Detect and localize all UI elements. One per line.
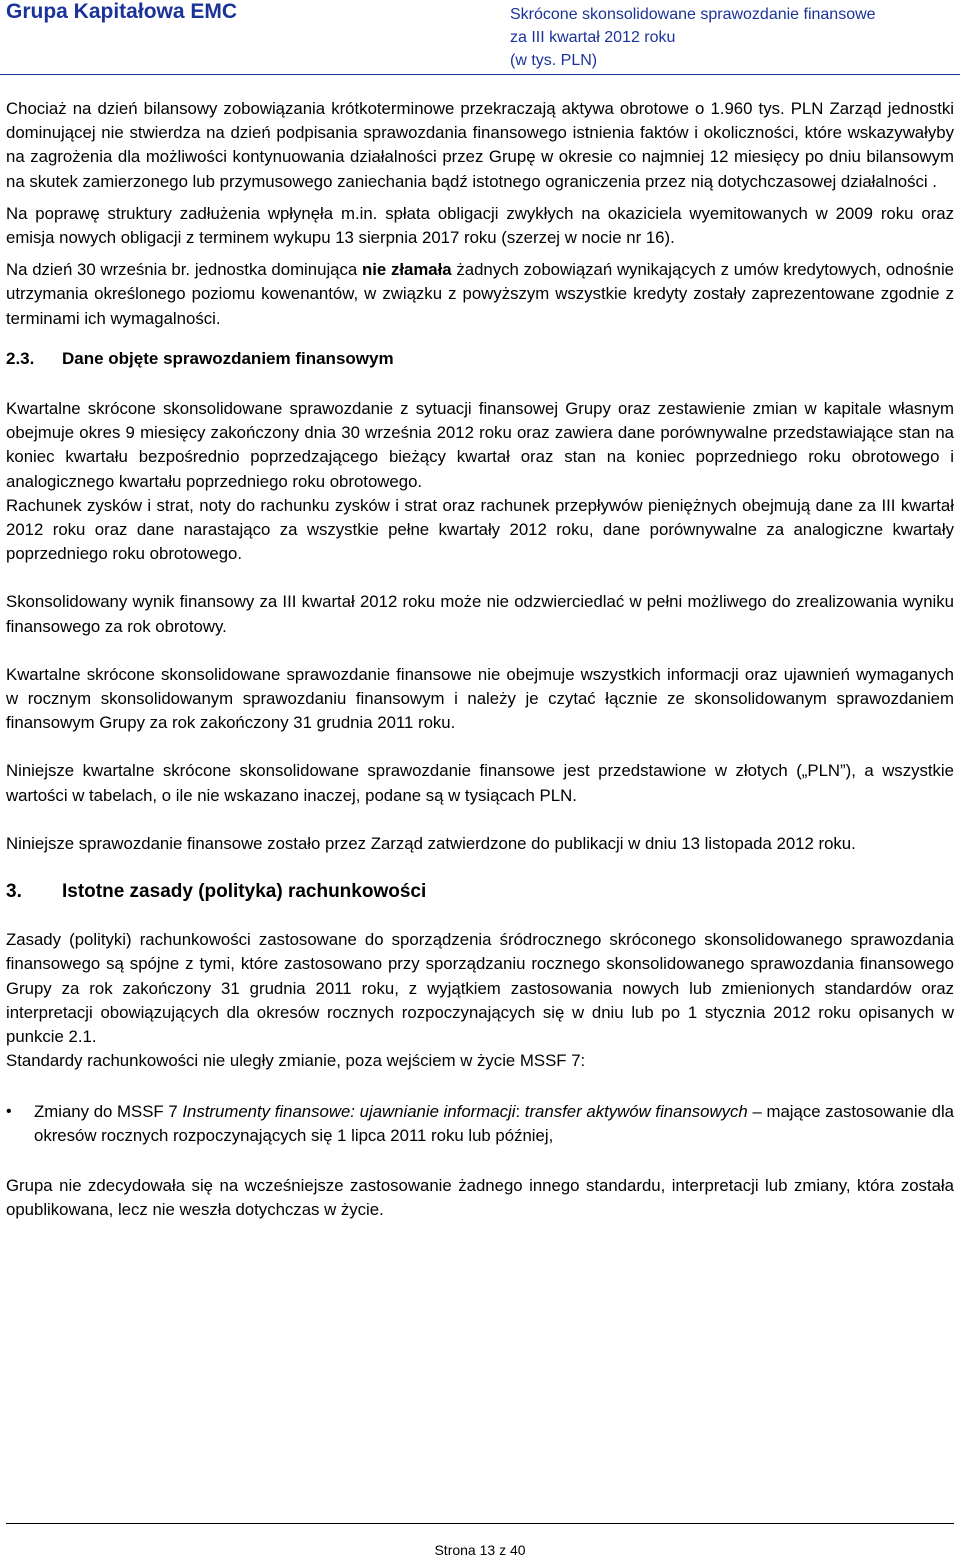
covenants-bold: nie złamała xyxy=(361,260,452,280)
paragraph-covenants xyxy=(6,258,954,331)
section-number: 3. xyxy=(6,881,22,903)
paragraph-currency: Niniejsze kwartalne skrócone skonsolidowane sprawozdanie finansowe jest przedstawione w złotych („PLN”), a wszystkie wartości w tabelach, o ile nie wskazano inaczej, podane są w tysiącach PLN. xyxy=(6,761,954,805)
bullet-italic-2: transfer aktywów finansowych xyxy=(524,1101,748,1121)
bullet-text-c: – mające zastosowanie dla okresów rocznych rozpoczynających się 1 lipca 2011 roku lub później, xyxy=(34,1101,955,1145)
page-header xyxy=(0,0,960,76)
report-period: za III kwartał 2012 roku xyxy=(510,29,676,46)
page-number: Strona 13 z 40 xyxy=(434,1542,526,1558)
paragraph-income-statement: Rachunek zysków i strat, noty do rachunku zysków i strat oraz rachunek przepływów pieniężnych obejmują dane za III kwartał 2012 roku oraz dane narastająco za wszystkie pełne kwartały 2012 roku, dane porównywalne za analogiczne kwartały poprzedniego roku obrotowego. xyxy=(6,495,954,564)
document-body xyxy=(6,97,954,1222)
paragraph-standards: Standardy rachunkowości nie uległy zmianie, poza wejściem w życie MSSF 7: xyxy=(6,1051,586,1071)
report-unit: (w tys. PLN) xyxy=(510,52,598,69)
paragraph-scope: Kwartalne skrócone skonsolidowane sprawozdanie z sytuacji finansowej Grupy oraz zestawienie zmian w kapitale własnym obejmuje okres 9 miesięcy zakończony dnia 30 września 2012 roku oraz zawiera dane porównywalne przedstawiające stan na koniec kwartału bezpośrednio poprzedzającego bieżący kwartał oraz stan na koniec poprzedniego roku obrotowego i analogicznego kwartału poprzedniego roku obrotowego. xyxy=(6,399,954,491)
section-title: Dane objęte sprawozdaniem finansowym xyxy=(62,348,394,368)
bullet-text-a: Zmiany do MSSF 7 xyxy=(34,1101,183,1121)
section-number: 2.3. xyxy=(6,348,35,368)
paragraph-early-adoption: Grupa nie zdecydowała się na wcześniejsze zastosowanie żadnego innego standardu, interpretacji lub zmiany, która została opublikowana, lecz nie weszła dotychczas w życie. xyxy=(6,1175,954,1220)
paragraph-result: Skonsolidowany wynik finansowy za III kwartał 2012 roku może nie odzwierciedlać w pełni możliwego do zrealizowania wyniku finansowego za rok obrotowy. xyxy=(6,592,954,636)
paragraph-disclosures: Kwartalne skrócone skonsolidowane sprawozdanie finansowe nie obejmuje wszystkich informacji oraz ujawnień wymaganych w rocznym skonsolidowanym sprawozdaniu finansowym i należy je czytać łącznie ze skonsolidowanym sprawozdaniem finansowym Grupy za rok zakończony 31 grudnia 2011 roku. xyxy=(6,664,954,733)
paragraph-policies: Zasady (polityki) rachunkowości zastosowane do sporządzenia śródrocznego skróconego skonsolidowanego sprawozdania finansowego są spójne z tymi, które zastosowano przy sporządzaniu rocznego skonsolidowanego sprawozdania finansowego Grupy za rok zakończony 31 grudnia 2011 roku, z wyjątkiem zastosowania nowych lub zmienionych standardów oraz interpretacji obowiązujących dla okresów rocznych rozpoczynających się w dniu lub po 1 stycznia 2012 roku opisanych w punkcie 2.1. xyxy=(6,930,954,1047)
report-info xyxy=(510,3,876,72)
section-heading-2-3 xyxy=(6,347,954,371)
company-name: Grupa Kapitałowa EMC xyxy=(6,0,238,23)
section-title: Istotne zasady (polityka) rachunkowości xyxy=(62,881,427,903)
covenants-text-a: Na dzień 30 września br. jednostka dominująca xyxy=(6,260,362,280)
bullet-italic: Instrumenty finansowe: ujawnianie informacji xyxy=(182,1101,516,1121)
section-heading-3 xyxy=(6,880,954,904)
bullet-text-b: : xyxy=(515,1101,525,1121)
footer-divider xyxy=(6,1523,954,1524)
paragraph-debt-structure: Na poprawę struktury zadłużenia wpłynęła m.in. spłata obligacji zwykłych na okaziciela wyemitowanych w 2009 roku oraz emisja nowych obligacji z terminem wykupu 13 sierpnia 2017 roku (szerzej w nocie nr 16). xyxy=(6,203,954,248)
paragraph-approval: Niniejsze sprawozdanie finansowe zostało przez Zarząd zatwierdzone do publikacji w dniu 13 listopada 2012 roku. xyxy=(6,833,856,853)
report-title: Skrócone skonsolidowane sprawozdanie finansowe xyxy=(510,6,876,23)
bullet-text xyxy=(34,1100,954,1148)
list-item xyxy=(6,1100,954,1148)
bullet-marker: • xyxy=(6,1102,12,1120)
header-divider xyxy=(0,74,960,75)
covenants-text-b: żadnych zobowiązań wynikających z umów kredytowych, odnośnie utrzymania określonego poziomu kowenantów, w związku z powyższym wszystkie kredyty zostały zaprezentowane zgodnie z terminami ich wymagalności. xyxy=(6,260,955,328)
paragraph-going-concern: Chociaż na dzień bilansowy zobowiązania krótkoterminowe przekraczają aktywa obrotowe o 1.960 tys. PLN Zarząd jednostki dominującej nie stwierdza na dzień podpisania sprawozdania finansowego istnienia faktów i okoliczności, które wskazywałyby na zagrożenia dla możliwości kontynuowania działalności przez Grupę w okresie co najmniej 12 miesięcy po dniu bilansowym na skutek zamierzonego lub przymusowego zaniechania bądź istotnego ograniczenia przez nią dotychczasowej działalności . xyxy=(6,99,954,191)
